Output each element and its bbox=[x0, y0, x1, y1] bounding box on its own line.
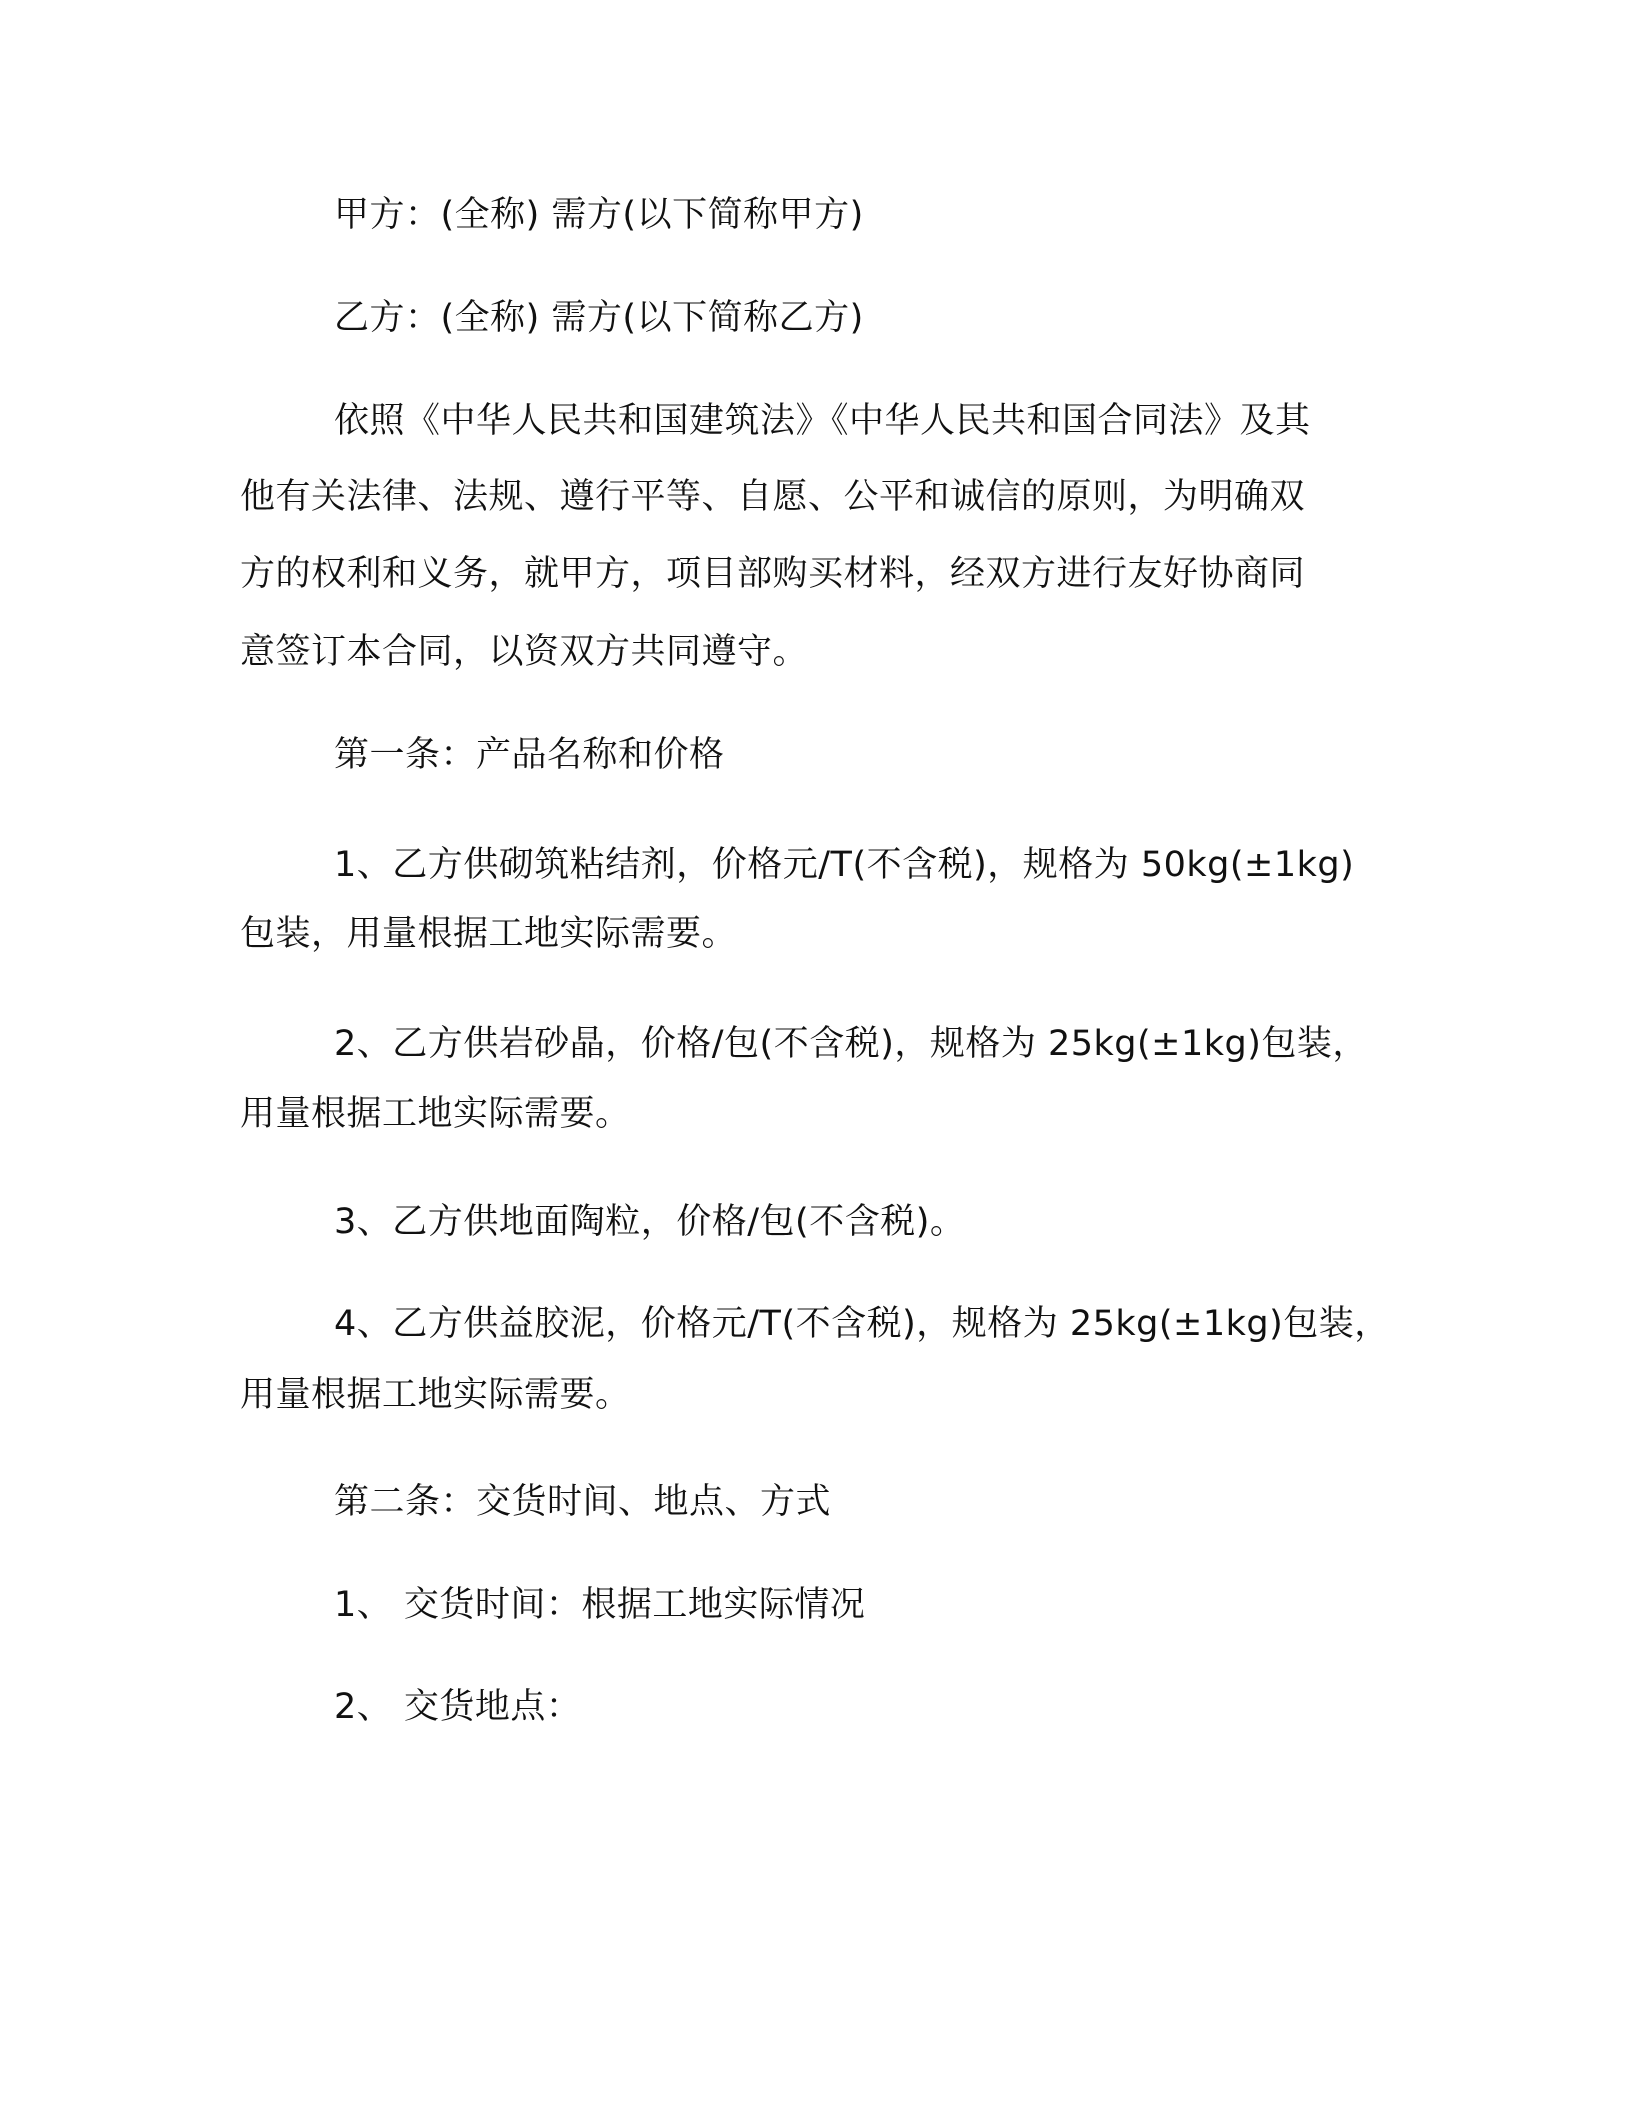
article1-item2-line-1: 2、乙方供岩砂晶，价格/包(不含税)，规格为 25kg(±1kg)包装， bbox=[334, 1024, 1368, 1064]
article2-item2: 2、 交货地点： bbox=[334, 1687, 582, 1727]
article1-item4-line-1: 4、乙方供益胶泥，价格元/T(不含税)，规格为 25kg(±1kg)包装， bbox=[334, 1304, 1390, 1344]
article2-item1: 1、 交货时间：根据工地实际情况 bbox=[334, 1585, 866, 1625]
preamble-line-2: 他有关法律、法规、遵行平等、自愿、公平和诚信的原则，为明确双 bbox=[240, 477, 1306, 517]
article1-item3: 3、乙方供地面陶粒，价格/包(不含税)。 bbox=[334, 1202, 966, 1242]
preamble-line-4: 意签订本合同，以资双方共同遵守。 bbox=[240, 632, 809, 672]
party-a-line: 甲方：(全称) 需方(以下简称甲方) bbox=[334, 195, 864, 235]
preamble-line-1: 依照《中华人民共和国建筑法》《中华人民共和国合同法》及其 bbox=[334, 401, 1311, 441]
preamble-line-3: 方的权利和义务，就甲方，项目部购买材料，经双方进行友好协商同 bbox=[240, 554, 1306, 594]
article1-item4-line-2: 用量根据工地实际需要。 bbox=[240, 1375, 631, 1415]
article1-title: 第一条：产品名称和价格 bbox=[334, 735, 725, 775]
article2-title: 第二条：交货时间、地点、方式 bbox=[334, 1482, 832, 1522]
article1-item1-line-2: 包装，用量根据工地实际需要。 bbox=[240, 914, 738, 954]
article1-item2-line-2: 用量根据工地实际需要。 bbox=[240, 1094, 631, 1134]
party-b-line: 乙方：(全称) 需方(以下简称乙方) bbox=[334, 298, 864, 338]
article1-item1-line-1: 1、乙方供砌筑粘结剂，价格元/T(不含税)，规格为 50kg(±1kg) bbox=[334, 845, 1355, 885]
